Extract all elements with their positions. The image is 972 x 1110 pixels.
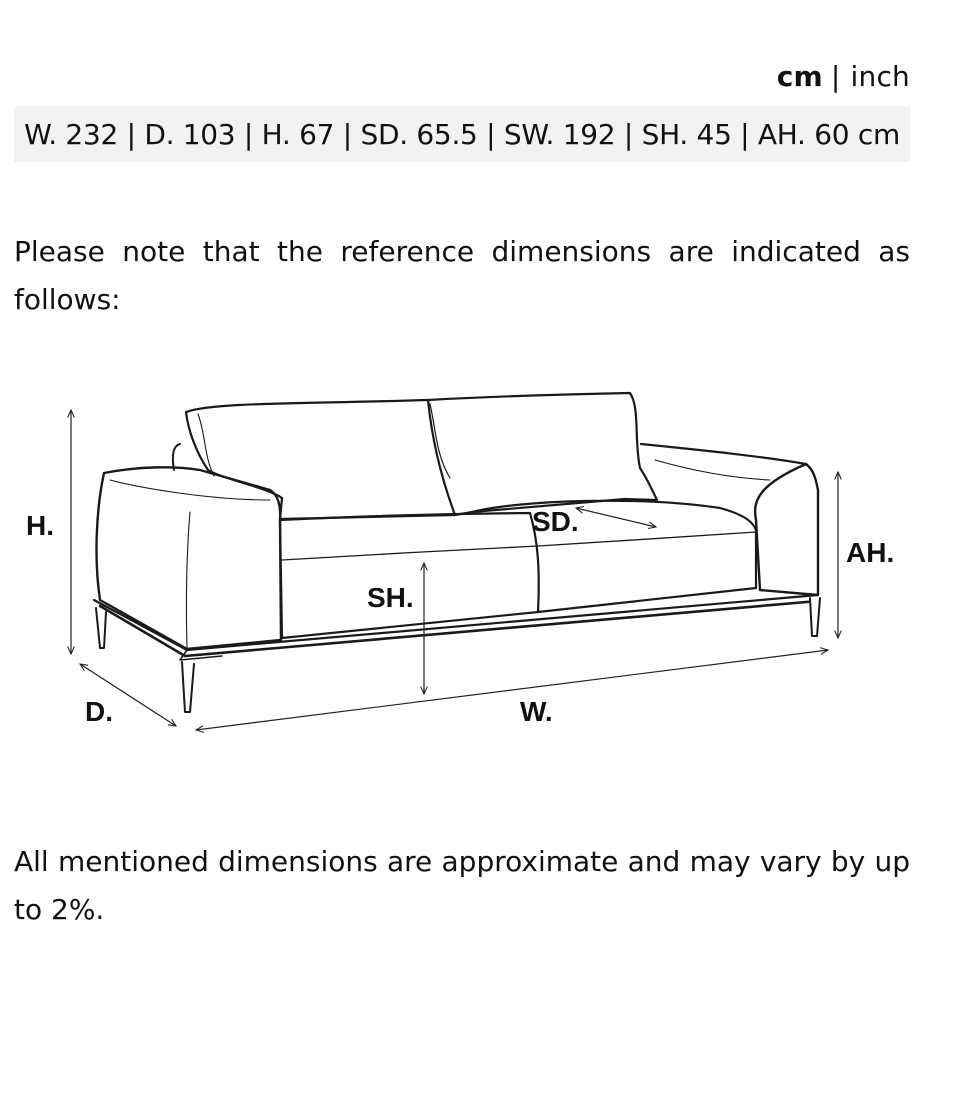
unit-toggle: [777, 56, 910, 96]
approximation-note: All mentioned dimensions are approximate and may vary by up to 2%.: [14, 845, 910, 926]
depth-label: D.: [85, 696, 113, 727]
width-label: W.: [520, 696, 553, 727]
seat-depth-label: SD.: [532, 506, 579, 537]
sofa-dimension-diagram: [0, 380, 972, 750]
arm-height-label: AH.: [846, 537, 895, 568]
width-dimension-line: [196, 650, 828, 730]
unit-cm-option[interactable]: cm: [776, 59, 823, 93]
seat-height-label: SH.: [367, 582, 414, 613]
seat-depth-dimension-line: [576, 508, 656, 527]
unit-separator: |: [830, 59, 841, 93]
reference-note: Please note that the reference dimensions are indicated as follows:: [14, 235, 910, 316]
sofa-illustration: [94, 393, 820, 712]
unit-inch-option[interactable]: inch: [850, 59, 910, 93]
dimensions-summary-text: W. 232 | D. 103 | H. 67 | SD. 65.5 | SW. 192 | SH. 45 | AH. 60 cm: [24, 117, 900, 151]
dimensions-summary-bar: [14, 106, 910, 162]
height-label: H.: [26, 510, 54, 541]
